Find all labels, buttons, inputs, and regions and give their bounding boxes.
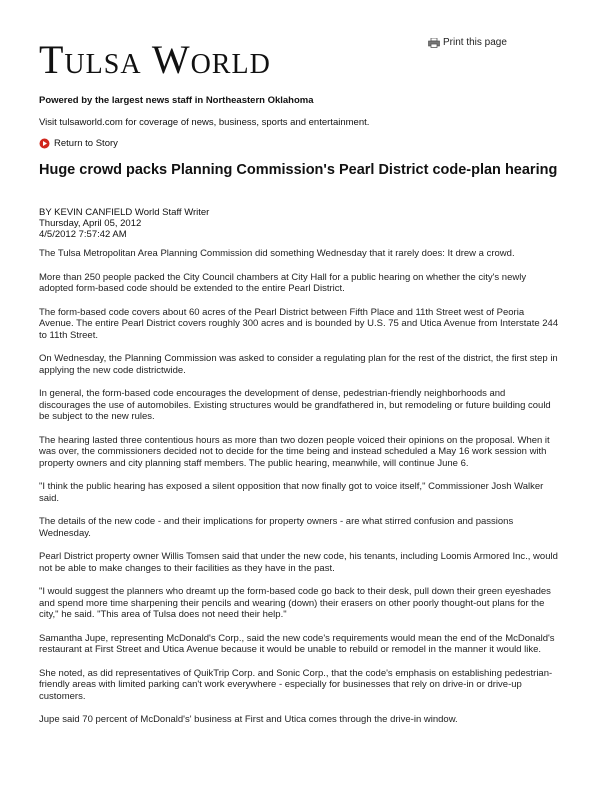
article-headline: Huge crowd packs Planning Commission's Pearl District code-plan hearing xyxy=(39,162,558,178)
article-paragraph: Jupe said 70 percent of McDonald's' business at First and Utica comes through the drive-in window. xyxy=(39,714,458,725)
byline-date: Thursday, April 05, 2012 xyxy=(39,218,142,229)
article-paragraph: More than 250 people packed the City Council chambers at City Hall for a public hearing on whether the city's newly adopted form-based code should be extended to the entire Pearl District. xyxy=(39,271,527,294)
article-paragraph: Pearl District property owner Willis Tomsen said that under the new code, his tenants, including Loomis Armored Inc., would not be able to make changes to their facilities as they have in the past. xyxy=(39,551,558,574)
byline xyxy=(39,207,209,240)
article-paragraph: Samantha Jupe, representing McDonald's Corp., said the new code's requirements would mean the end of the McDonald's restaurant at First Street and Utica Avenue because it would be unable to rebuild or remodel in the manner it would like. xyxy=(39,632,555,655)
byline-timestamp: 4/5/2012 7:57:42 AM xyxy=(39,229,127,240)
article-paragraph: The hearing lasted three contentious hours as more than two dozen people voiced their opinions on the proposal. When it was over, the commissioners decided not to decide for the time being and instead scheduled a May 16 work session with property owners and city planning staff members. The public hearing, meanwhile, will continue June 6. xyxy=(39,434,550,469)
article-paragraph: On Wednesday, the Planning Commission was asked to consider a regulating plan for the rest of the district, the first step in applying the new code districtwide. xyxy=(39,353,558,376)
print-page-link[interactable] xyxy=(428,37,507,48)
article-paragraph: The details of the new code - and their implications for property owners - are what stirred confusion and passions Wednesday. xyxy=(39,516,514,539)
article-body xyxy=(39,248,559,738)
article-paragraph: In general, the form-based code encourages the development of dense, pedestrian-friendly neighborhoods and discourages the use of automobiles. Existing structures would be grandfathered in, but remodeling or future building could be subject to the new rules. xyxy=(39,388,551,422)
printer-icon xyxy=(428,38,440,48)
byline-author: BY KEVIN CANFIELD World Staff Writer xyxy=(39,207,210,218)
tagline: Powered by the largest news staff in Northeastern Oklahoma xyxy=(39,95,314,106)
print-page-label[interactable]: Print this page xyxy=(443,37,507,48)
article-paragraph: The Tulsa Metropolitan Area Planning Commission did something Wednesday that it rarely does: It drew a crowd. xyxy=(39,248,515,259)
article-paragraph: The form-based code covers about 60 acres of the Pearl District between Fifth Place and 11th Street west of Peoria Avenue. The entire Pearl District covers roughly 300 acres and is bounded by U.S. 75 and Utica Avenue from Interstate 244 to 11th Street. xyxy=(39,306,559,341)
arrow-circle-icon xyxy=(39,138,50,149)
article-paragraph: "I think the public hearing has exposed a silent opposition that now finally got to voice itself," Commissioner Josh Walker said. xyxy=(39,481,544,504)
return-to-story-link[interactable] xyxy=(39,138,118,149)
return-to-story-label[interactable]: Return to Story xyxy=(54,138,118,149)
masthead-logo: Tulsa World xyxy=(39,37,271,82)
article-paragraph: She noted, as did representatives of QuikTrip Corp. and Sonic Corp., that the code's emphasis on establishing pedestrian-friendly areas with limited parking can't work everywhere - especially for businesses that rely on drive-in or drive-up customers. xyxy=(39,667,553,702)
article-paragraph: "I would suggest the planners who dreamt up the form-based code go back to their desk, pull down their green eyeshades and spend more time sharpening their pencils and wearing (down) their erasers on other poorly thought-out plans for the city," he said. "This area of Tulsa does not need their help." xyxy=(39,586,551,620)
visit-text: Visit tulsaworld.com for coverage of news, business, sports and entertainment. xyxy=(39,117,370,128)
